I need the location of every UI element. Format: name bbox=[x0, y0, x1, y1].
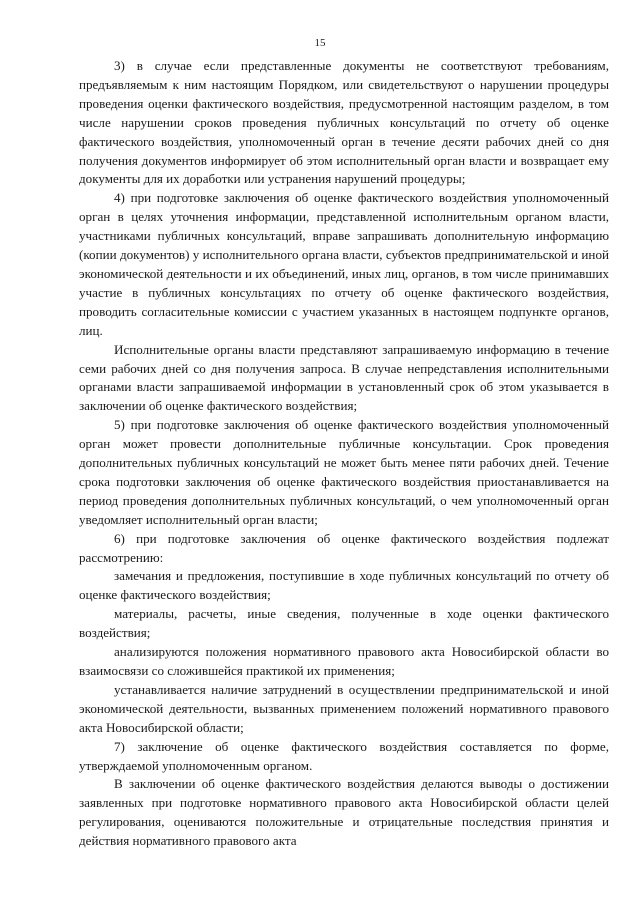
paragraph-executive-bodies: Исполнительные органы власти представляют запрашиваемую информацию в течение семи рабочих дней со дня получения запроса. В случае непредставления исполнительными органами власти запрашиваемой информации в установленный срок об этом указывается в заключении об оценке фактического воздействия; bbox=[79, 341, 609, 414]
paragraph-item-3: 3) в случае если представленные документы не соответствуют требованиям, предъявляемым к ним настоящим Порядком, или свидетельствуют о нарушении процедуры проведения оценки фактического воздействия, предусмотренной настоящим разделом, в том числе нарушении сроков проведения публичных консультаций по отчету об оценке фактического воздействия, уполномоченный орган в течение десяти рабочих дней со дня получения документов информирует об этом исполнительный орган власти и возвращает ему документы для их доработки или устранения нарушений процедуры; bbox=[79, 58, 609, 187]
paragraph-materials: материалы, расчеты, иные сведения, полученные в ходе оценки фактического воздействия; bbox=[79, 606, 609, 641]
paragraph-difficulties: устанавливается наличие затруднений в осуществлении предпринимательской и иной экономической деятельности, вызванных применением положений нормативного правового акта Новосибирской области; bbox=[79, 681, 609, 735]
paragraph-item-4: 4) при подготовке заключения об оценке фактического воздействия уполномоченный орган в целях уточнения информации, представленной исполнительным органом власти, участниками публичных консультаций, вправе запрашивать дополнительную информацию (копии документов) у исполнительного органа власти, субъектов предпринимательской и иной экономической деятельности и их объединений, иных лиц, органов, в том числе принимавших участие в публичных консультациях по отчету об оценке фактического воздействия, проводить согласительные комиссии с участием указанных в настоящем подпункте органов, лиц. bbox=[79, 190, 609, 338]
paragraph-analysis: анализируются положения нормативного правового акта Новосибирской области во взаимосвязи со сложившейся практикой их применения; bbox=[79, 644, 609, 678]
document-body bbox=[79, 57, 609, 851]
page-number: 15 bbox=[314, 37, 326, 49]
paragraph-item-6: 6) при подготовке заключения об оценке фактического воздействия подлежат рассмотрению: bbox=[79, 530, 609, 565]
paragraph-remarks: замечания и предложения, поступившие в ходе публичных консультаций по отчету об оценке фактического воздействия; bbox=[79, 568, 609, 603]
paragraph-conclusions: В заключении об оценке фактического воздействия делаются выводы о достижении заявленных при подготовке нормативного правового акта Новосибирской области целей регулирования, оцениваются положительные и отрицательные последствия принятия и действия нормативного правового акта bbox=[79, 776, 609, 849]
paragraph-item-5: 5) при подготовке заключения об оценке фактического воздействия уполномоченный орган может провести дополнительные публичные консультации. Срок проведения дополнительных публичных консультаций не может быть менее пяти рабочих дней. Течение срока подготовки заключения об оценке фактического воздействия приостанавливается на период проведения дополнительных публичных консультаций, о чем уполномоченный орган уведомляет исполнительный орган власти; bbox=[79, 417, 609, 527]
paragraph-item-7: 7) заключение об оценке фактического воздействия составляется по форме, утверждаемой уполномоченным органом. bbox=[79, 738, 609, 773]
